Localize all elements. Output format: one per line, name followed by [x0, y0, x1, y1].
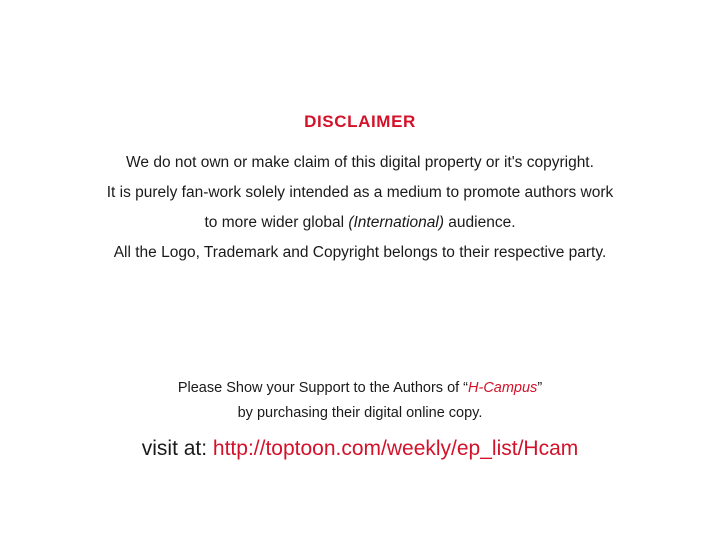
- support-line-1-prefix: Please Show your Support to the Authors of “: [177, 380, 469, 396]
- work-title: H-Campus: [468, 380, 538, 396]
- disclaimer-line-4: All the Logo, Trademark and Copyright belongs to their respective party.: [113, 244, 607, 261]
- disclaimer-line-3-suffix: audience.: [443, 214, 516, 231]
- disclaimer-line-3: [0, 208, 720, 238]
- disclaimer-line-1: We do not own or make claim of this digital property or it's copyright.: [126, 154, 594, 171]
- visit-label: visit at:: [141, 437, 213, 460]
- support-block: [0, 376, 720, 426]
- disclaimer-body: [0, 148, 720, 268]
- disclaimer-line-3-prefix: to more wider global: [204, 214, 349, 231]
- support-line-2: by purchasing their digital online copy.: [237, 405, 483, 421]
- visit-line: [0, 437, 720, 461]
- disclaimer-line-2: It is purely fan-work solely intended as a medium to promote authors work: [106, 184, 614, 201]
- disclaimer-heading: DISCLAIMER: [304, 112, 416, 131]
- support-line-1: [0, 376, 720, 401]
- support-line-1-suffix: ”: [537, 380, 543, 396]
- toptoon-link[interactable]: http://toptoon.com/weekly/ep_list/Hcam: [212, 437, 579, 460]
- disclaimer-line-3-emphasis: (International): [348, 214, 444, 231]
